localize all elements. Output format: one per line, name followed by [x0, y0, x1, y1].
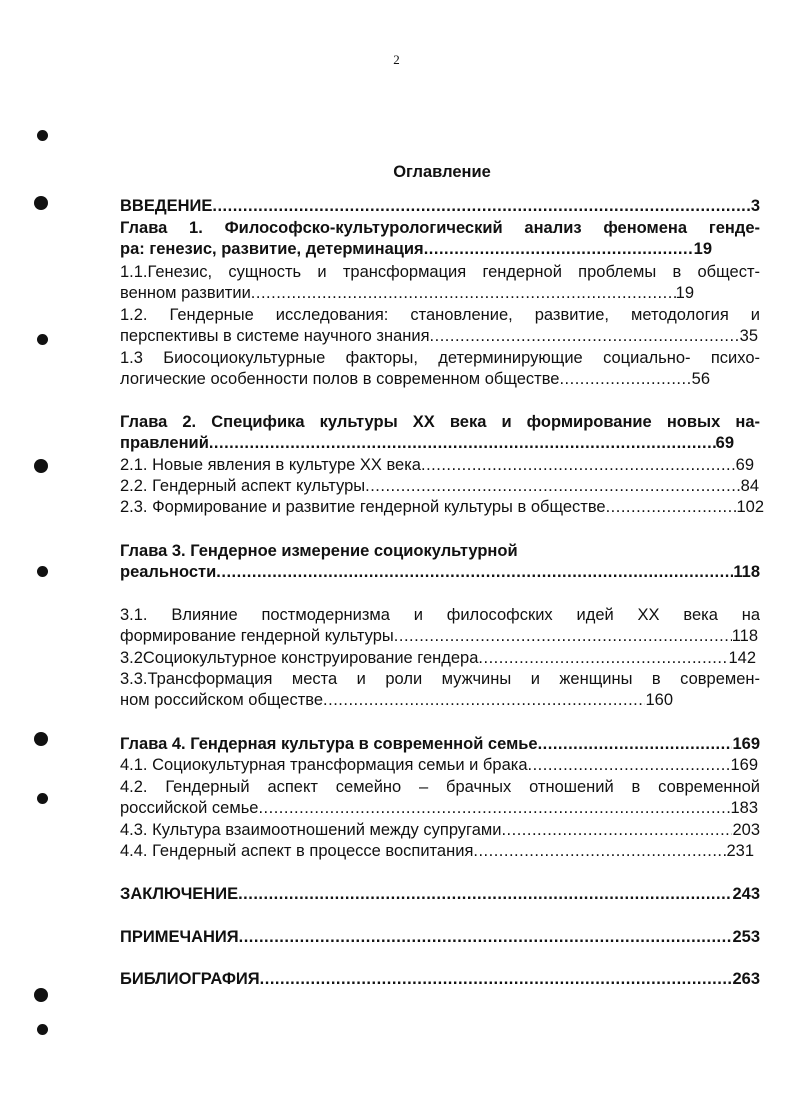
entry-page: 263	[732, 970, 760, 988]
entry-page: 160	[645, 691, 673, 709]
toc-entry-bibliography[interactable]	[120, 969, 760, 990]
entry-label: венном развитии	[120, 284, 251, 302]
entry-label: 4.1. Социокультурная трансформация семьи и брака	[120, 756, 528, 774]
binder-hole	[37, 130, 48, 141]
entry-label: 2.3. Формирование и развитие гендерной культуры в обществе	[120, 498, 606, 516]
section-1-3[interactable]: 1.3 Биосоциокультурные факторы, детерминирующие социально- психо-	[120, 349, 760, 367]
binder-hole	[34, 988, 48, 1002]
entry-label: Глава 4. Гендерная культура в современной семье	[120, 735, 538, 753]
chapter-2-title[interactable]: Глава 2. Специфика культуры XX века и формирование новых на-	[120, 413, 760, 431]
toc-entry-notes[interactable]	[120, 927, 760, 948]
section-1-1[interactable]: 1.1.Генезис, сущность и трансформация гендерной проблемы в общест-	[120, 263, 760, 281]
binder-hole	[34, 732, 48, 746]
binder-hole	[34, 196, 48, 210]
entry-label: логические особенности полов в современном обществе	[120, 370, 560, 388]
section-4-2-end[interactable]	[120, 798, 758, 819]
binder-hole	[34, 459, 48, 473]
entry-label: БИБЛИОГРАФИЯ	[120, 970, 260, 988]
section-1-1-end[interactable]	[120, 283, 694, 304]
entry-label: 3.2Социокультурное конструирование гендера	[120, 649, 479, 667]
toc-title: Оглавление	[393, 163, 491, 181]
binder-hole	[37, 1024, 48, 1035]
chapter-3-title-end[interactable]	[120, 562, 760, 583]
section-1-2[interactable]: 1.2. Гендерные исследования: становление, развитие, методология и	[120, 306, 760, 324]
entry-page: 19	[693, 240, 712, 258]
entry-page: 203	[732, 821, 760, 839]
section-1-3-end[interactable]	[120, 369, 710, 390]
entry-label: российской семье	[120, 799, 259, 817]
entry-page: 3	[750, 197, 760, 215]
section-3-1[interactable]: 3.1. Влияние постмодернизма и философских идей XX века на	[120, 606, 760, 624]
entry-page: 142	[728, 649, 756, 667]
section-4-3[interactable]	[120, 820, 760, 841]
entry-page: 169	[730, 756, 758, 774]
entry-label: реальности	[120, 563, 217, 581]
chapter-1-title-end[interactable]	[120, 239, 712, 260]
entry-page: 169	[732, 735, 760, 753]
entry-page: 118	[733, 563, 760, 581]
entry-label: перспективы в системе научного знания	[120, 327, 430, 345]
entry-page: 35	[739, 327, 758, 345]
entry-label: ПРИМЕЧАНИЯ	[120, 928, 239, 946]
section-1-2-end[interactable]	[120, 326, 758, 347]
section-2-2[interactable]	[120, 476, 759, 497]
page-number: 2	[393, 52, 400, 67]
section-3-2[interactable]	[120, 648, 756, 669]
section-2-3[interactable]	[120, 497, 764, 518]
entry-page: 69	[735, 456, 754, 474]
entry-page: 118	[731, 627, 758, 645]
entry-label: 2.2. Гендерный аспект культуры	[120, 477, 366, 495]
toc-entry-conclusion[interactable]	[120, 884, 760, 905]
binder-hole	[37, 566, 48, 577]
entry-label: правлений	[120, 434, 209, 452]
entry-page: 56	[691, 370, 710, 388]
entry-page: 69	[715, 434, 734, 452]
section-2-1[interactable]	[120, 455, 754, 476]
chapter-1-title[interactable]: Глава 1. Философско-культурологический анализ феномена генде-	[120, 219, 760, 237]
binder-hole	[37, 334, 48, 345]
entry-page: 253	[732, 928, 760, 946]
entry-page: 19	[675, 284, 694, 302]
entry-label: ра: генезис, развитие, детерминация	[120, 240, 424, 258]
entry-label: ном российском обществе	[120, 691, 324, 709]
entry-page: 102	[736, 498, 764, 516]
entry-page: 84	[740, 477, 759, 495]
section-3-1-end[interactable]	[120, 626, 758, 647]
section-3-3[interactable]: 3.3.Трансформация места и роли мужчины и женщины в современ-	[120, 670, 760, 688]
chapter-3-title[interactable]: Глава 3. Гендерное измерение социокультурной	[120, 542, 518, 560]
binder-hole	[37, 793, 48, 804]
entry-page: 231	[726, 842, 754, 860]
entry-label: формирование гендерной культуры	[120, 627, 394, 645]
toc-entry-introduction[interactable]	[120, 196, 760, 217]
entry-label: 4.3. Культура взаимоотношений между супругами	[120, 821, 502, 839]
entry-label: ЗАКЛЮЧЕНИЕ	[120, 885, 239, 903]
chapter-4-title[interactable]	[120, 734, 760, 755]
entry-label: 4.4. Гендерный аспект в процессе воспитания	[120, 842, 474, 860]
chapter-2-title-end[interactable]	[120, 433, 734, 454]
entry-label: ВВЕДЕНИЕ	[120, 197, 213, 215]
section-4-4[interactable]	[120, 841, 754, 862]
entry-label: 2.1. Новые явления в культуре XX века	[120, 456, 421, 474]
section-4-1[interactable]	[120, 755, 758, 776]
entry-page: 183	[730, 799, 758, 817]
entry-page: 243	[732, 885, 760, 903]
section-3-3-end[interactable]	[120, 690, 673, 711]
section-4-2[interactable]: 4.2. Гендерный аспект семейно – брачных отношений в современной	[120, 778, 760, 796]
